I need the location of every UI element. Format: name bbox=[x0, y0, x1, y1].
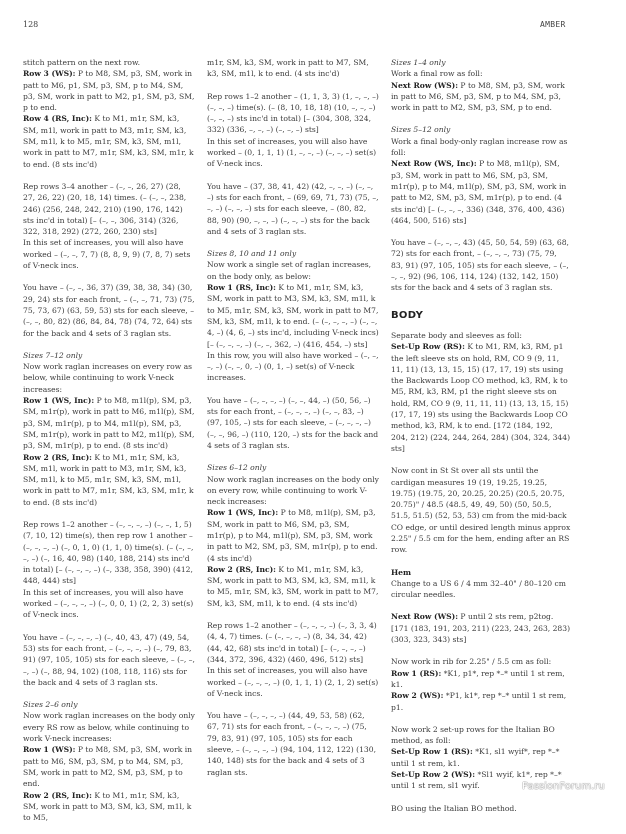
text: P to M8, SM, p3, SM, work in patt to M6, SM, p3, SM, p to M4, SM, p3, work in patt to M2, SM, p3, SM, p to end. bbox=[391, 80, 565, 113]
paragraph bbox=[207, 91, 379, 170]
text: P to M8, m1l(p), SM, p3, SM, work in patt to M6, SM, p3, SM, m1r(p), p to M4, m1l(p), SM, p3, SM, work in patt to M2, SM, p3, SM, m1r(p), p to end. (4 sts inc'd) [– (–, –, –, 336) (348, 376, 400, 436) (464, 500, 516) sts] bbox=[391, 159, 567, 225]
size-heading: Sizes 5–12 only bbox=[391, 125, 451, 135]
paragraph bbox=[207, 57, 379, 80]
text: Now work 2 set-up rows for the Italian BO method, as foll: bbox=[391, 724, 555, 746]
size-section bbox=[23, 699, 195, 823]
text: Now cont in St St over all sts until the cardigan measures 19 (19, 19.25, 19.25, 19.75) (19.75, 20, 20.25, 20.25) (20.5, 20.75, 20.75)" / 48.5 (48.5, 49, 49, 50) (50, 50.5, 51.5, 51.5) (52, 53, 53) cm from the mid-back CO edge, or until desired length minus approx 2.25" / 5.5 cm for the hem, ending after an RS row. bbox=[391, 466, 571, 555]
size-heading: Sizes 2–6 only bbox=[23, 700, 78, 710]
text: Now work raglan increases on the body only on every row, while continuing to work V-neck increases: bbox=[207, 474, 379, 507]
paragraph bbox=[391, 611, 571, 645]
row-label: Set-Up Row 1 (RS): bbox=[391, 747, 473, 757]
text: Now work raglan increases on every row as below, while continuing to work V-neck increases: bbox=[23, 362, 193, 394]
size-section bbox=[207, 248, 379, 384]
text: In this set of increases, you will also have worked – (–, –, 7, 7) (8, 8, 9, 9) (7, 8, 7) sets of V-neck incs. bbox=[23, 238, 191, 271]
text: Work a final row as foll: bbox=[391, 69, 483, 79]
text: In this set of increases, you will also have worked – (0, 1, 1, 1) (1, –, –, –) (–, –, –) set(s) of V-neck incs. bbox=[207, 136, 377, 169]
row-label: Row 1 (RS, Inc): bbox=[207, 283, 276, 293]
paragraph bbox=[23, 632, 195, 688]
text: K to M1, m1r, SM, k3, SM, work in patt to M3, SM, k3, SM, m1l, k to M5, m1r, SM, k3, SM, work in patt to M7, SM, k3, SM, m1l, k to end. (4 sts inc'd) bbox=[207, 564, 379, 608]
row-label: Row 3 (WS): bbox=[23, 69, 76, 79]
row-label: Row 1 (WS): bbox=[23, 745, 76, 755]
subheading-hem: Hem bbox=[391, 567, 412, 577]
size-section bbox=[391, 124, 571, 226]
section-title-body: BODY bbox=[391, 309, 424, 321]
text: You have – (–, –, –, –) (–, 40, 43, 47) (49, 54, 53) sts for each front, – (–, –, –, –) (–, 79, 83, 91) (97, 105, 105) sts for each sleeve, – (–, –, –, –) (–, 88, 94, 102) (108, 118, 116) sts for the back and 4 sets of 3 raglan sts. bbox=[23, 632, 195, 687]
text: Separate body and sleeves as foll: bbox=[391, 330, 522, 340]
column-right bbox=[391, 57, 571, 825]
row-label: Row 1 (RS): bbox=[391, 668, 442, 678]
text: K to M1, m1r, SM, k3, SM, m1l, work in patt to M3, m1r, SM, k3, SM, m1l, k to M5, m1r, SM, k3, SM, m1l, work in patt to M7, m1r, SM, k3, SM, m1r, k to end. (8 sts inc'd) bbox=[23, 114, 194, 169]
text: K to M1, RM, k3, RM, p1 the left sleeve sts on hold, RM, CO 9 (9, 11, 11, 11) (13, 13, 15, 15) (17, 17, 19) sts using the Backwards Loop CO method, k3, RM, k to M5, RM, k3, RM, p1 the right sleeve sts on hold, RM, CO 9 (9, 11, 11, 11) (13, 13, 15, 15) (17, 17, 19) sts using the Backwards Loop CO method, k3, RM, k to end. [172 (184, 192, 204, 212) (224, 244, 264, 284) (304, 324, 344) sts] bbox=[391, 342, 571, 453]
text: *K1, sl1 wyif*, rep *–* until 1 st rem, k1. bbox=[391, 747, 560, 768]
paragraph bbox=[391, 330, 571, 454]
row-label: Row 2 (RS, Inc): bbox=[23, 790, 92, 800]
text: You have – (–, –, –, 43) (45, 50, 54, 59) (63, 68, 72) sts for each front, – (–, –, –, 73) (75, 79, 83, 91) (97, 105, 105) sts for each sleeve, – (–, –, –, 92) (96, 106, 114, 124) (132, 142, 150) sts for the back and 4 sets of 3 raglan sts. bbox=[391, 238, 569, 293]
size-section bbox=[23, 350, 195, 508]
row-label: Set-Up Row 2 (WS): bbox=[391, 770, 476, 780]
text: You have – (–, –, 36, 37) (39, 38, 38, 34) (30, 29, 24) sts for each front, – (–, –, 71, 73) (75, 75, 73, 67) (63, 59, 53) sts for each sleeve, – (–, –, 80, 82) (86, 84, 84, 78) (74, 72, 64) sts for the back and 4 sets of 3 raglan sts. bbox=[23, 283, 195, 338]
paragraph bbox=[207, 710, 379, 778]
paragraph bbox=[391, 656, 571, 712]
column-middle bbox=[207, 57, 379, 789]
row-label: Next Row (WS): bbox=[391, 80, 459, 90]
paragraph bbox=[207, 395, 379, 451]
paragraph bbox=[23, 181, 195, 271]
text: Now work a single set of raglan increases, on the body only, as below: bbox=[207, 260, 372, 281]
text: P to M8, m1l(p), SM, p3, SM, work in patt to M6, SM, p3, SM, m1r(p), p to M4, m1l(p), SM, p3, SM, work in patt to M2, SM, p3, SM, m1r(p), p to end. (4 sts inc'd) bbox=[207, 508, 378, 563]
text: stitch pattern on the next row. bbox=[23, 58, 140, 67]
text: Now work raglan increases on the body only every RS row as below, while continuing to work V-neck increases: bbox=[23, 711, 195, 744]
text: Rep rows 1–2 another – (–, –, –, –) (–, 3, 3, 4) (4, 4, 7) times. (– (–, –, –, –) (8, 34, 34, 42) (44, 42, 68) sts inc'd in total) [– (–, –, –, –) (344, 372, 396, 432) (460, 496, 512) sts] bbox=[207, 621, 377, 664]
size-heading: Sizes 7–12 only bbox=[23, 350, 83, 360]
row-label: Row 2 (RS, Inc): bbox=[23, 452, 92, 462]
paragraph bbox=[23, 282, 195, 338]
text: Change to a US 6 / 4 mm 32–40" / 80–120 cm circular needles. bbox=[391, 578, 566, 600]
watermark: PassionForum.ru bbox=[522, 781, 605, 792]
row-label: Row 1 (WS, Inc): bbox=[23, 396, 95, 406]
size-heading: Sizes 1–4 only bbox=[391, 58, 446, 67]
paragraph bbox=[391, 803, 571, 814]
row-label: Next Row (WS): bbox=[391, 612, 459, 622]
size-heading: Sizes 8, 10 and 11 only bbox=[207, 249, 297, 259]
text: In this set of increases, you will also have worked – (–, –, –, –) (0, 1, 1, 1) (2, 1, 2) set(s) of V-neck incs. bbox=[207, 666, 379, 698]
size-section bbox=[391, 57, 571, 113]
page-number: 128 bbox=[23, 20, 39, 29]
row-label: Row 4 (RS, Inc): bbox=[23, 114, 92, 124]
text: In this set of increases, you will also have worked – (–, –, –, –) (–, 0, 0, 1) (2, 2, 3) set(s) of V-neck incs. bbox=[23, 587, 194, 620]
text: *P1, k1*, rep *–* until 1 st rem, p1. bbox=[391, 691, 567, 712]
paragraph bbox=[23, 519, 195, 621]
paragraph bbox=[207, 181, 379, 237]
paragraph bbox=[23, 57, 195, 170]
text: K to M1, m1r, SM, k3, SM, work in patt to M3, SM, k3, SM, m1l, k to M5, bbox=[23, 790, 192, 823]
text: BO using the Italian BO method. bbox=[391, 803, 517, 813]
text: *K1, p1*, rep *–* until 1 st rem, k1. bbox=[391, 668, 565, 689]
text: You have – (–, –, –, –) (–, –, 44, –) (50, 56, –) sts for each front, – (–, –, –, –) (–, –, 83, –) (97, 105, –) sts for each sleeve, – (–, –, –, –) (–, –, 96, –) (110, 120, –) sts for the back and 4 sets of 3 raglan sts. bbox=[207, 395, 379, 450]
row-label: Row 2 (WS): bbox=[391, 691, 444, 701]
text: P to M8, SM, p3, SM, work in patt to M6, SM, p3, SM, p to M4, SM, p3, SM, work in patt to M2, SM, p3, SM, p to end. bbox=[23, 745, 193, 789]
text: m1r, SM, k3, SM, work in patt to M7, SM, k3, SM, m1l, k to end. (4 sts inc'd) bbox=[207, 58, 369, 79]
paragraph bbox=[391, 237, 571, 293]
size-section bbox=[207, 462, 379, 609]
text: P to M8, SM, p3, SM, work in patt to M6, p1, SM, p3, SM, p to M4, SM, p3, SM, work in patt to M2, p1, SM, p3, SM, p to end. bbox=[23, 69, 195, 113]
row-label: Next Row (WS, Inc): bbox=[391, 159, 477, 169]
paragraph bbox=[207, 620, 379, 699]
text: You have – (–, –, –, –) (44, 49, 53, 58) (62, 67, 71) sts for each front, – (–, –, –, –) (75, 79, 83, 91) (97, 105, 105) sts for each sleeve, – (–, –, –, –) (94, 104, 112, 122) (130, 140, 148) sts for the back and 4 sets of 3 raglan sts. bbox=[207, 711, 376, 777]
running-head: AMBER bbox=[540, 20, 566, 29]
size-heading: Sizes 6–12 only bbox=[207, 463, 267, 473]
column-left bbox=[23, 57, 195, 834]
text: You have – (37, 38, 41, 42) (42, –, –, –) (–, –, –) sts for each front, – (69, 69, 71, 73) (75, –, –, –) (–, –, –) sts for each sleeve, – (80, 82, 88, 90) (90, –, –, –) (–, –, –) sts for the back and 4 sets of 3 raglan sts. bbox=[207, 181, 379, 236]
paragraph bbox=[391, 465, 571, 555]
text: In this row, you will also have worked – (–, –, –, –) (–, –, 0, –) (0, 1, –) set(s) of V-neck increases. bbox=[207, 350, 379, 383]
text: P until 2 sts rem, p2tog. [171 (183, 191, 203, 211) (223, 243, 263, 283) (303, 323, 343) sts] bbox=[391, 612, 571, 645]
text: *Sl1 wyif, k1*, rep *–* until 1 st rem, sl1 wyif. bbox=[391, 770, 562, 791]
row-label: Row 1 (WS, Inc): bbox=[207, 508, 279, 518]
hem-section bbox=[391, 567, 571, 601]
text: Rep rows 1–2 another – (1, 1, 3, 3) (1, –, –, –) (–, –, –) time(s). (– (8, 10, 18, 18) (10, –, –, –) (–, –, –) sts inc'd in total) [– (304, 308, 324, 332) (336, –, –, –) (–, –, –) sts] bbox=[207, 91, 379, 135]
text: K to M1, m1r, SM, k3, SM, m1l, work in patt to M3, m1r, SM, k3, SM, m1l, k to M5, m1r, SM, k3, SM, m1l, work in patt to M7, m1r, SM, k3, SM, m1r, k to end. (8 sts inc'd) bbox=[23, 452, 194, 507]
text: K to M1, m1r, SM, k3, SM, work in patt to M3, SM, k3, SM, m1l, k to M5, m1r, SM, k3, SM, work in patt to M7, SM, k3, SM, m1l, k to end. (– (–, –, –, –) (–, –, 4, –) (4, 6, –) sts inc'd, including V-neck incs) [– (–, –, –, –) (–, –, 362, –) (416, 454, –) sts] bbox=[207, 283, 379, 349]
row-label: Set-Up Row (RS): bbox=[391, 342, 465, 352]
text: P to M8, m1l(p), SM, p3, SM, m1r(p), work in patt to M6, m1l(p), SM, p3, SM, m1r(p), p to M4, m1l(p), SM, p3, SM, m1r(p), work in patt to M2, m1l(p), SM, p3, SM, m1r(p), p to end. (8 sts inc'd) bbox=[23, 396, 195, 451]
text: Now work in rib for 2.25" / 5.5 cm as foll: bbox=[391, 657, 552, 667]
row-label: Row 2 (RS, Inc): bbox=[207, 564, 276, 574]
text: Work a final body-only raglan increase row as foll: bbox=[391, 136, 568, 158]
text: Rep rows 1–2 another – (–, –, –, –) (–, –, 1, 5) (7, 10, 12) time(s), then rep row 1 another – (–, –, –, –) (–, 0, 1, 0) (1, 1, 0) time(s). (– (–, –, –, –) (–, 16, 40, 98) (140, 188, 214) sts inc'd in total) [– (–, –, –, –) (–, 338, 358, 390) (412, 448, 444) sts] bbox=[23, 519, 194, 586]
text: Rep rows 3–4 another – (–, –, 26, 27) (28, 27, 26, 22) (20, 18, 14) times. (– (–, –, 238, 246) (256, 248, 242, 210) (190, 176, 142) sts inc'd in total) [– (–, –, 306, 314) (326, 322, 318, 292) (272, 260, 230) sts] bbox=[23, 181, 187, 237]
